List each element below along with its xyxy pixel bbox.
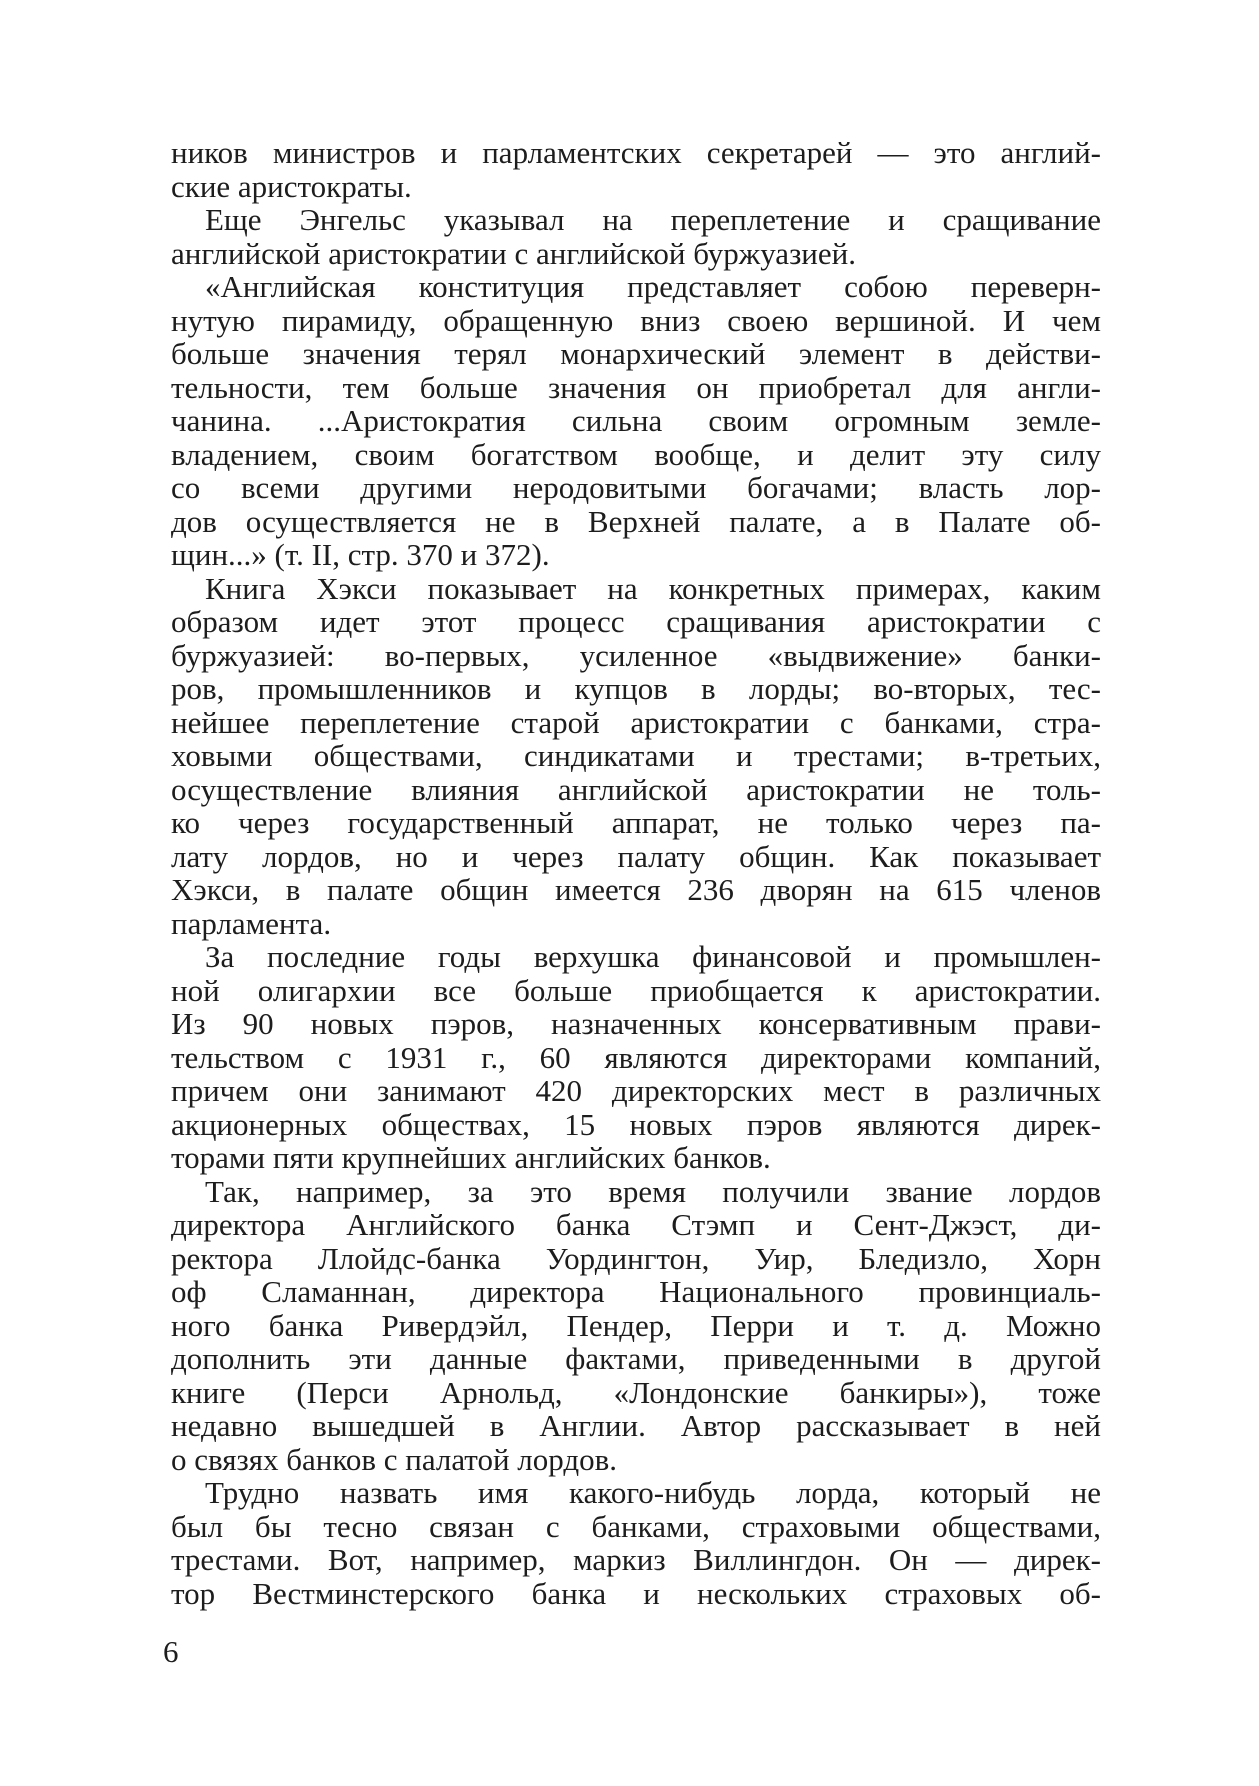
- text-line: английской аристократии с английской буржуазией.: [171, 235, 856, 271]
- text-line: Хэкси, в палате общин имеется 236 дворян на 615 членов: [171, 872, 1101, 907]
- text-line: торами пяти крупнейших английских банков.: [171, 1140, 771, 1175]
- text-line: щин...» (т. II, стр. 370 и 372).: [171, 537, 550, 572]
- document-body: [171, 136, 1101, 1610]
- text-line: был бы тесно связан с банками, страховыми обществами,: [171, 1508, 1101, 1544]
- text-line: За последние годы верхушка финансовой и промышлен-: [205, 939, 1101, 974]
- text-line: Из 90 новых пэров, назначенных консервативным прави-: [171, 1006, 1101, 1041]
- text-line: парламента.: [171, 905, 332, 941]
- text-line: нейшее переплетение старой аристократии с банками, стра-: [171, 704, 1101, 740]
- page-number: 6: [163, 1634, 179, 1669]
- text-line: тор Вестминстерского банка и нескольких страховых об-: [171, 1575, 1101, 1611]
- text-line: буржуазией: во-первых, усиленное «выдвижение» банки-: [171, 637, 1101, 673]
- text-line: чанина. ...Аристократия сильна своим огромным земле-: [171, 403, 1101, 438]
- text-line: Трудно назвать имя какого-нибудь лорда, который не: [205, 1475, 1101, 1510]
- text-line: образом идет этот процесс сращивания аристократии с: [171, 604, 1101, 639]
- text-line: осуществление влияния английской аристократии не толь-: [171, 771, 1101, 807]
- text-line: «Английская конституция представляет собою переверн-: [205, 269, 1101, 304]
- text-line: нутую пирамиду, обращенную вниз своею вершиной. И чем: [171, 302, 1101, 338]
- text-line: ной олигархии все больше приобщается к аристократии.: [171, 972, 1101, 1008]
- text-line: ректора Ллойдс-банка Уордингтон, Уир, Бледизло, Хорн: [171, 1240, 1101, 1276]
- text-line: тельности, тем больше значения он приобретал для англи-: [171, 369, 1101, 405]
- text-line: тельством с 1931 г., 60 являются директорами компаний,: [171, 1039, 1101, 1075]
- text-line: причем они занимают 420 директорских мест в различных: [171, 1073, 1101, 1108]
- text-line: Так, например, за это время получили звание лордов: [205, 1173, 1101, 1209]
- text-line: со всеми другими неродовитыми богачами; власть лор-: [171, 470, 1101, 505]
- text-line: ного банка Ривердэйл, Пендер, Перри и т. д. Можно: [171, 1307, 1101, 1343]
- text-line: недавно вышедшей в Англии. Автор рассказывает в ней: [171, 1408, 1101, 1443]
- text-line: лату лордов, но и через палату общин. Как показывает: [171, 838, 1101, 874]
- text-line: дов осуществляется не в Верхней палате, а в Палате об-: [171, 503, 1101, 539]
- text-line: книге (Перси Арнольд, «Лондонские банкиры»), тоже: [171, 1374, 1101, 1410]
- text-line: больше значения терял монархический элемент в действи-: [171, 336, 1101, 371]
- text-line: трестами. Вот, например, маркиз Виллингдон. Он — дирек-: [171, 1542, 1101, 1577]
- text-line: Еще Энгельс указывал на переплетение и сращивание: [205, 202, 1101, 237]
- text-line: акционерных обществах, 15 новых пэров являются дирек-: [171, 1106, 1101, 1142]
- text-line: ников министров и парламентских секретарей — это англий-: [171, 135, 1101, 170]
- text-line: ров, промышленников и купцов в лорды; во-вторых, тес-: [171, 671, 1101, 706]
- text-line: дополнить эти данные фактами, приведенными в другой: [171, 1341, 1101, 1376]
- text-line: Книга Хэкси показывает на конкретных примерах, каким: [205, 570, 1101, 606]
- text-line: о связях банков с палатой лордов.: [171, 1441, 618, 1477]
- text-line: ко через государственный аппарат, не только через па-: [171, 805, 1101, 840]
- text-line: директора Английского банка Стэмп и Сент-Джэст, ди-: [171, 1207, 1101, 1242]
- text-line: ские аристократы.: [171, 168, 412, 204]
- text-line: владением, своим богатством вообще, и делит эту силу: [171, 436, 1101, 472]
- text-line: оф Сламаннан, директора Национального провинциаль-: [171, 1274, 1101, 1309]
- text-line: ховыми обществами, синдикатами и трестами; в-третьих,: [171, 738, 1101, 773]
